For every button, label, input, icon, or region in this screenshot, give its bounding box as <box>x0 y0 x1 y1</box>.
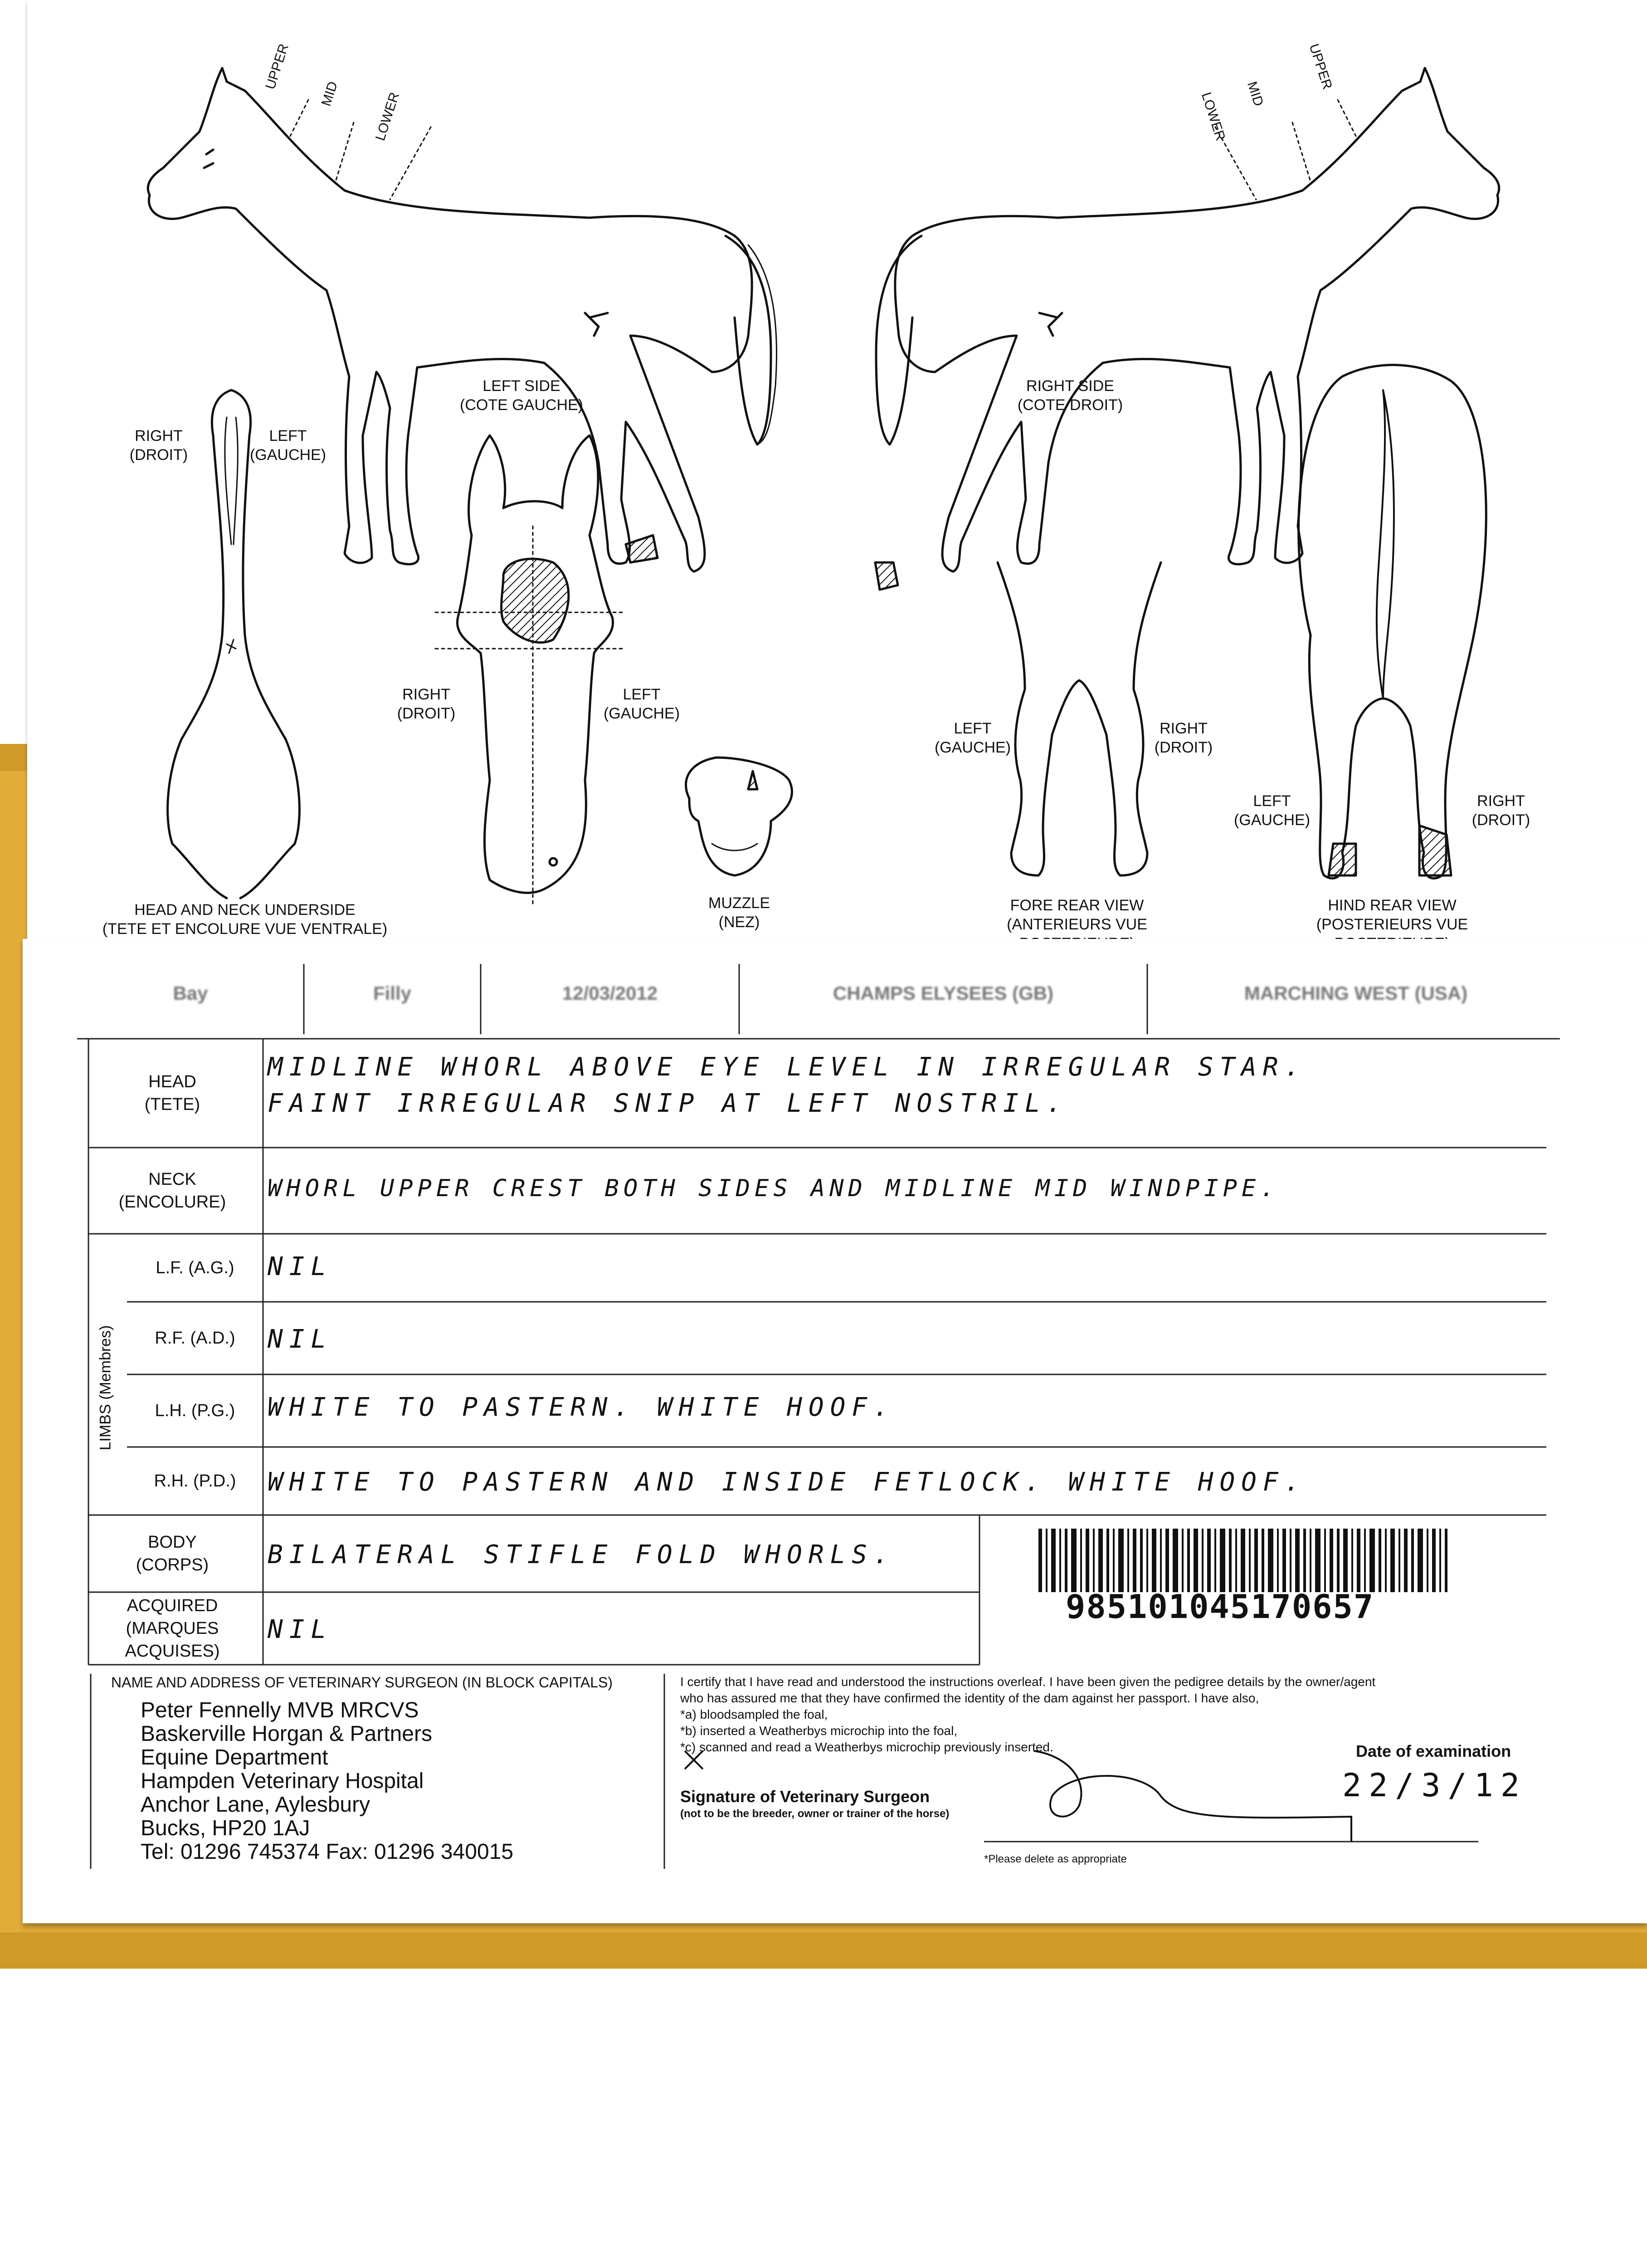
vet-address: Peter Fennelly MVB MRCVS Baskerville Horgan & Partners Equine Department Hampden Veterinary Hospital Anchor Lane, Aylesbury Bucks, HP20 1AJ Tel: 01296 745374 Fax: 01296 340015 <box>141 1698 514 1864</box>
delete-note: *Please delete as appropriate <box>984 1853 1127 1865</box>
rf-marking: NIL <box>268 1325 333 1354</box>
head-marking-line-1: MIDLINE WHORL ABOVE EYE LEVEL IN IRREGULAR STAR. <box>268 1052 1306 1082</box>
rh-marking: WHITE TO PASTERN AND INSIDE FETLOCK. WHITE HOOF. <box>268 1467 1306 1497</box>
neck-upper-label-right: UPPER <box>1306 42 1335 92</box>
hind-right-label: RIGHT (DROIT) <box>1472 792 1530 829</box>
neck-lower-label-right: LOWER <box>1198 90 1228 143</box>
lf-marking: NIL <box>268 1252 333 1281</box>
hind-rear-view-caption: HIND REAR VIEW (POSTERIEURS VUE <box>1316 897 1468 933</box>
neck-marking: WHORL UPPER CREST BOTH SIDES AND MIDLINE MID WINDPIPE. <box>268 1175 1279 1202</box>
horse-colour: Bay <box>173 982 208 1004</box>
left-side-label: LEFT SIDE (COTE GAUCHE) <box>460 377 583 414</box>
neck-underside-right-label: RIGHT (DROIT) <box>129 427 188 464</box>
neck-upper-label-left: UPPER <box>263 42 292 92</box>
body-marking: BILATERAL STIFLE FOLD WHORLS. <box>268 1540 895 1569</box>
lh-row-label: L.H. (P.G.) <box>155 1401 235 1420</box>
date-of-examination-label: Date of examination <box>1356 1742 1511 1760</box>
fore-right-label: RIGHT (DROIT) <box>1154 720 1213 756</box>
horse-sire: CHAMPS ELYSEES (GB) <box>833 982 1054 1004</box>
lf-row-label: L.F. (A.G.) <box>156 1258 234 1277</box>
horse-dob: 12/03/2012 <box>562 982 658 1004</box>
neck-row-label: NECK (ENCOLURE) <box>118 1170 226 1212</box>
microchip-number: 985101045170657 <box>1066 1588 1374 1626</box>
hind-left-label: LEFT (GAUCHE) <box>1233 792 1311 829</box>
lh-marking: WHITE TO PASTERN. WHITE HOOF. <box>268 1393 895 1422</box>
rh-row-label: R.H. (P.D.) <box>154 1471 236 1491</box>
limbs-group-label: LIMBS (Membres) <box>97 1325 114 1451</box>
acquired-marking: NIL <box>268 1615 333 1644</box>
acquired-row-label: ACQUIRED (MARQUES ACQUISES) <box>125 1596 220 1661</box>
neck-mid-label-right: MID <box>1244 79 1267 108</box>
neck-underside-left-label: LEFT (GAUCHE) <box>249 427 326 464</box>
signature-note: (not to be the breeder, owner or trainer of the horse) <box>680 1808 950 1820</box>
head-marking-line-2: FAINT IRREGULAR SNIP AT LEFT NOSTRIL. <box>268 1089 1068 1118</box>
muzzle-caption: MUZZLE (NEZ) <box>708 894 770 931</box>
head-left-label: LEFT (GAUCHE) <box>603 686 680 722</box>
horse-dam-sire: MARCHING WEST (USA) <box>1244 982 1468 1004</box>
horse-sex: Filly <box>373 982 412 1004</box>
fore-rear-view-caption: FORE REAR VIEW (ANTERIEURS VUE <box>1007 897 1147 933</box>
fore-left-label: LEFT (GAUCHE) <box>934 720 1011 756</box>
body-row-label: BODY (CORPS) <box>136 1533 209 1574</box>
date-of-examination-value: 22/3/12 <box>1342 1767 1527 1804</box>
neck-mid-label-left: MID <box>318 79 341 108</box>
vet-signature <box>1034 1751 1351 1842</box>
right-side-label: RIGHT SIDE (COTE DROIT) <box>1017 377 1123 414</box>
microchip-barcode <box>1038 1529 1447 1592</box>
head-neck-underside-caption: HEAD AND NECK UNDERSIDE (TETE ET ENCOLURE VUE VENTRALE) <box>102 901 388 938</box>
head-row-label: HEAD (TETE) <box>144 1072 200 1114</box>
vet-heading: NAME AND ADDRESS OF VETERINARY SURGEON (IN BLOCK CAPITALS) <box>111 1674 613 1691</box>
head-right-label: RIGHT (DROIT) <box>397 686 456 722</box>
certification-text: I certify that I have read and understood the instructions overleaf. I have been given the pedigree details by the owner/agent who has assured me that they have confirmed the identity of the dam against her passport. I have also, *a) bloodsampled the foal, *b) inserted a Weatherbys microchip into the foal, *c) scanned and read a Weatherbys microchip previously inserted. <box>680 1675 1376 1754</box>
signature-label: Signature of Veterinary Surgeon <box>680 1787 930 1806</box>
rf-row-label: R.F. (A.D.) <box>155 1329 235 1348</box>
neck-lower-label-left: LOWER <box>372 90 403 143</box>
